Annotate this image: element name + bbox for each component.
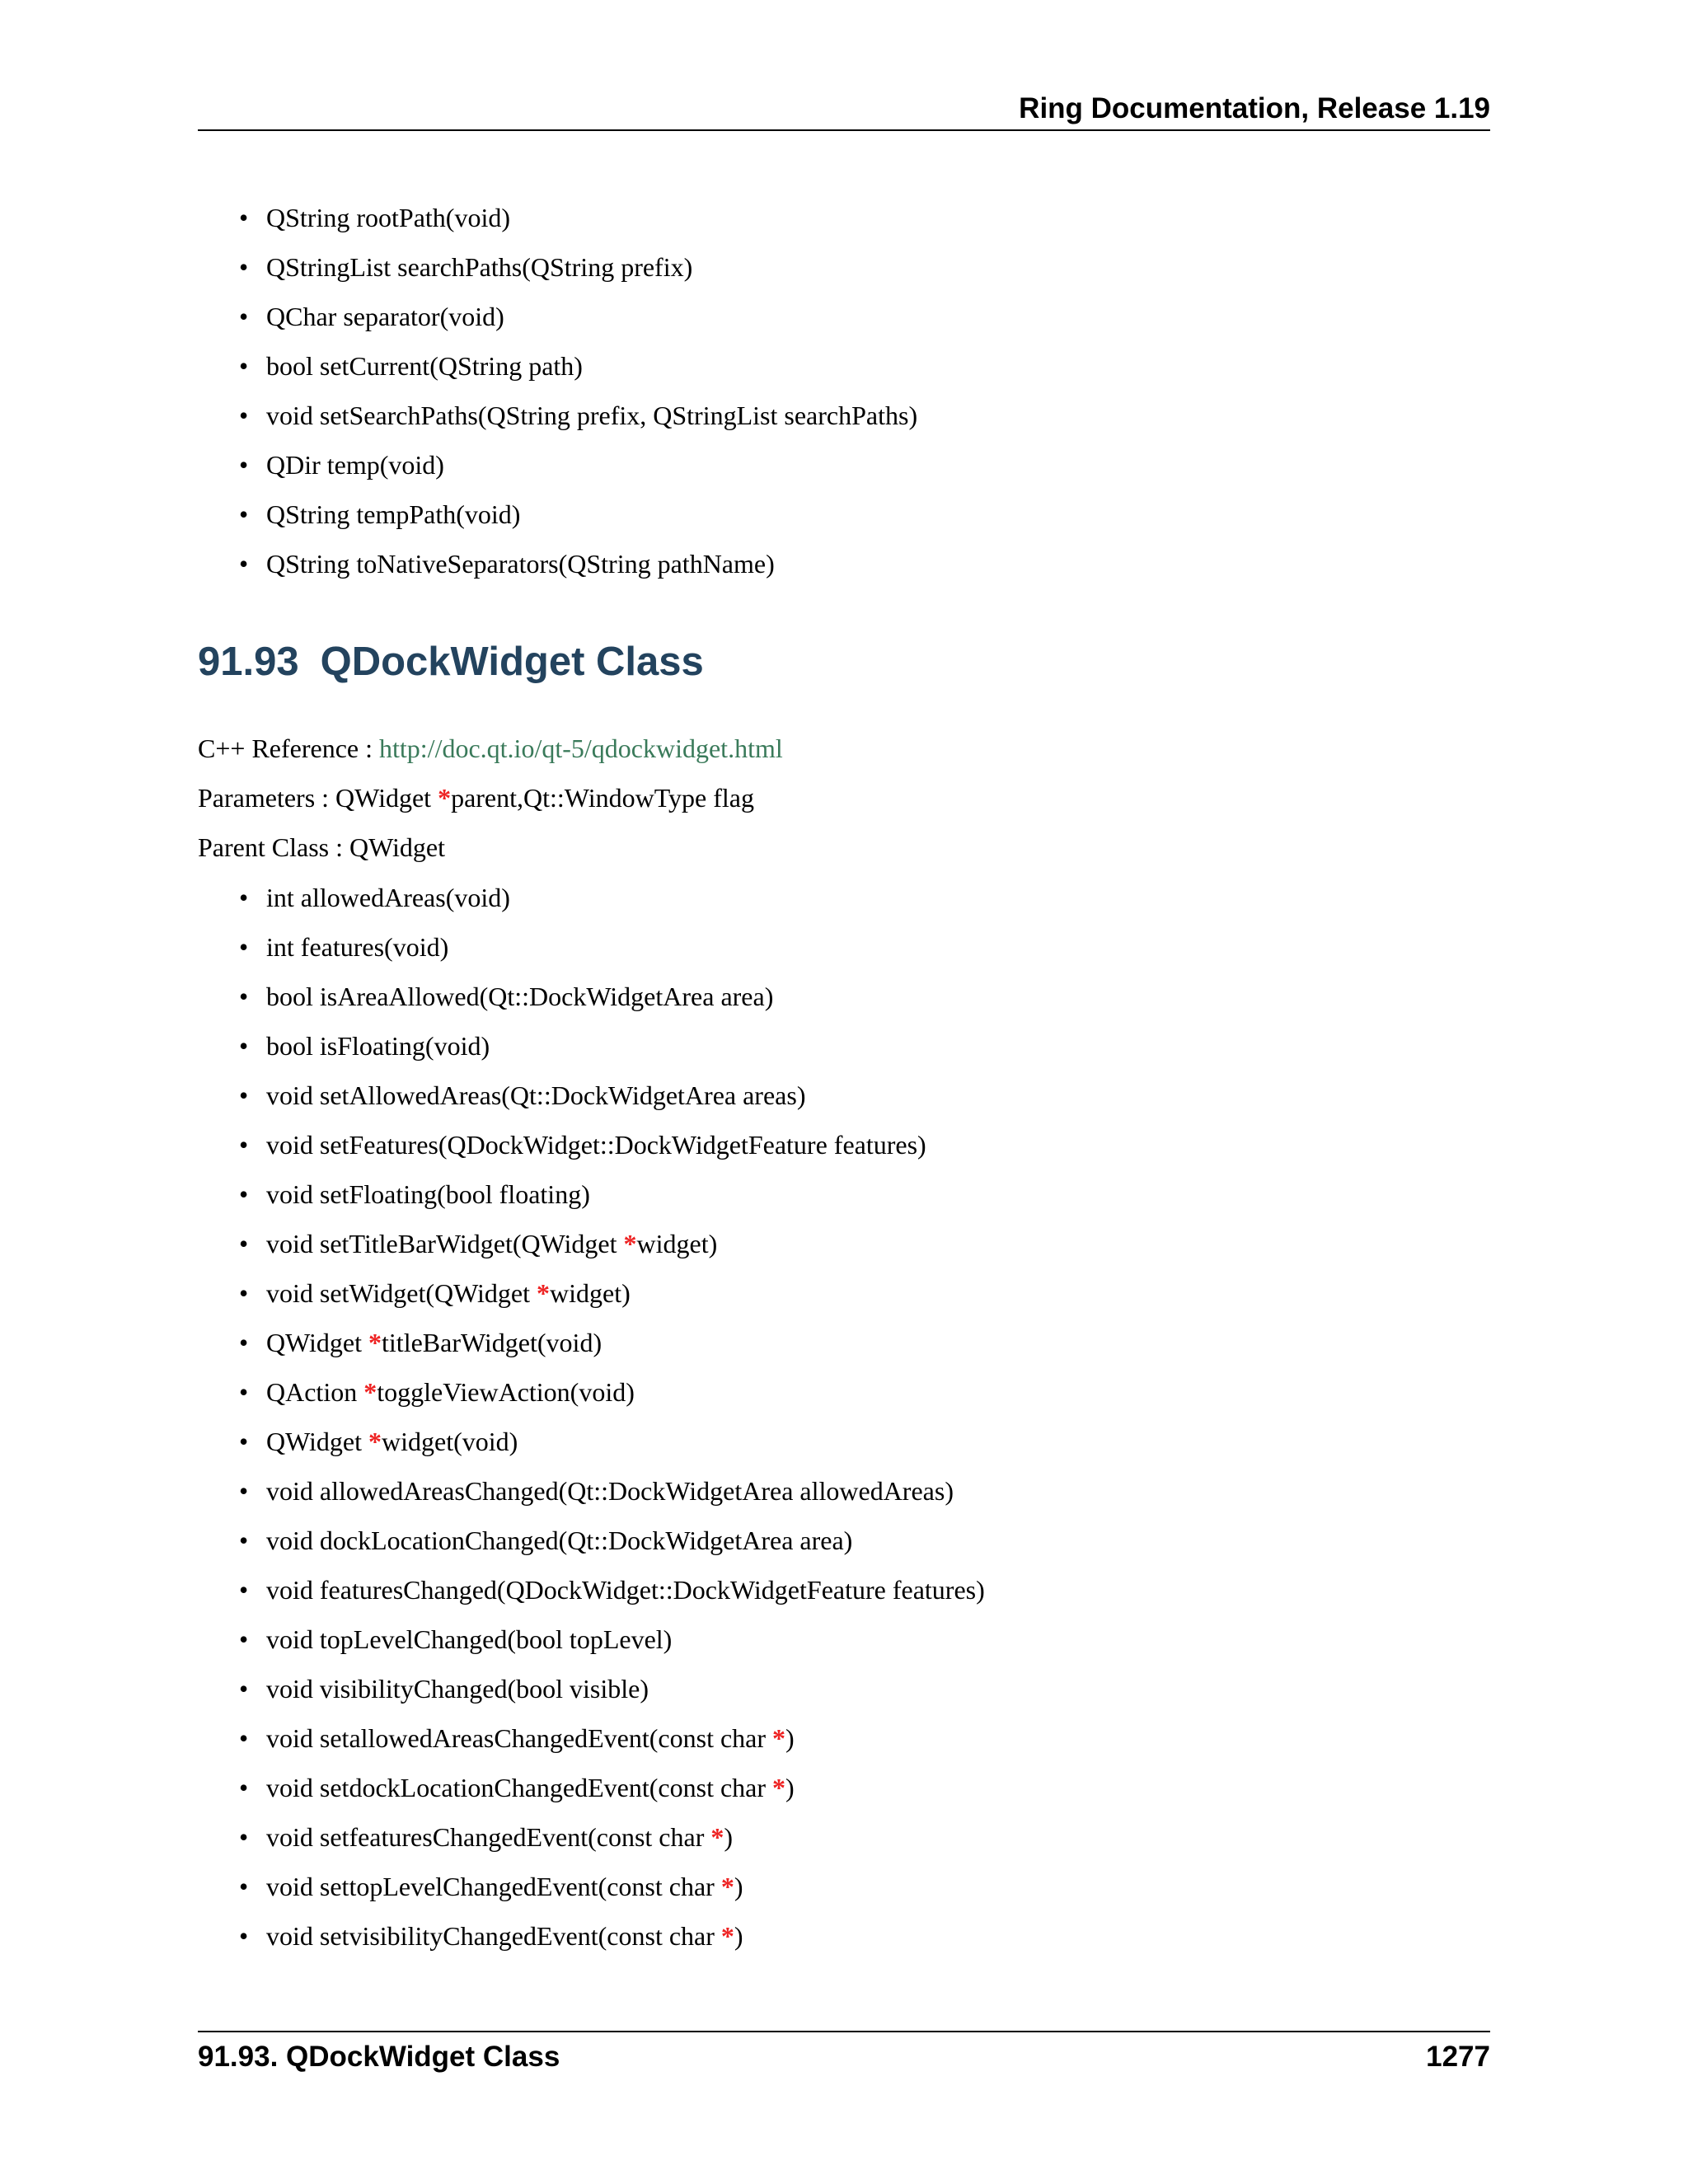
bullet-icon: • xyxy=(239,1921,249,1951)
running-footer xyxy=(198,2037,1490,2077)
list-item xyxy=(239,1077,985,1127)
section-title: QDockWidget Class xyxy=(320,640,704,684)
list-item xyxy=(239,397,917,447)
method-signature: void setFloating(bool floating) xyxy=(266,1179,590,1209)
method-signature-end: ) xyxy=(734,1872,743,1901)
list-item xyxy=(239,249,917,298)
parameters-type: QWidget xyxy=(335,783,432,813)
method-signature-start: QWidget xyxy=(266,1427,369,1456)
bullet-icon: • xyxy=(239,1624,249,1654)
method-signature: int features(void) xyxy=(266,932,449,962)
method-signature-start: QWidget xyxy=(266,1328,369,1357)
method-signature: bool isAreaAllowed(Qt::DockWidgetArea area) xyxy=(266,982,774,1011)
list-item xyxy=(239,1473,985,1522)
method-signature-start: void setallowedAreasChangedEvent(const char xyxy=(266,1723,773,1753)
list-item xyxy=(239,1522,985,1572)
bullet-icon: • xyxy=(239,1822,249,1852)
list-item xyxy=(239,1868,985,1918)
list-item xyxy=(239,546,917,595)
bullet-icon: • xyxy=(239,1427,249,1456)
list-item xyxy=(239,496,917,546)
parent-class-label: Parent Class : xyxy=(198,832,343,862)
method-signature: QString tempPath(void) xyxy=(266,499,521,529)
method-signature-end: widget) xyxy=(636,1229,718,1258)
header-rule xyxy=(198,129,1490,131)
list-item xyxy=(239,1127,985,1176)
section-number: 91.93 xyxy=(198,640,299,684)
list-item xyxy=(239,1226,985,1275)
method-signature-start: QAction xyxy=(266,1377,364,1407)
method-signature-end: widget(void) xyxy=(382,1427,518,1456)
method-signature: QStringList searchPaths(QString prefix) xyxy=(266,252,693,282)
list-item xyxy=(239,298,917,348)
pointer-star: * xyxy=(368,1328,382,1357)
bullet-icon: • xyxy=(239,499,249,529)
pointer-star: * xyxy=(623,1229,637,1258)
list-item xyxy=(239,1028,985,1077)
method-signature: QString rootPath(void) xyxy=(266,203,510,232)
list-item xyxy=(239,879,985,929)
cpp-reference-line xyxy=(198,730,783,766)
bullet-icon: • xyxy=(239,401,249,430)
method-signature: int allowedAreas(void) xyxy=(266,883,510,912)
method-signature-start: void setWidget(QWidget xyxy=(266,1278,537,1308)
method-signature-start: void setvisibilityChangedEvent(const char xyxy=(266,1921,721,1951)
footer-rule xyxy=(198,2031,1490,2032)
bullet-icon: • xyxy=(239,883,249,912)
method-signature-end: widget) xyxy=(550,1278,631,1308)
bullet-icon: • xyxy=(239,1723,249,1753)
bullet-icon: • xyxy=(239,1229,249,1258)
list-item xyxy=(239,1671,985,1720)
list-item xyxy=(239,1324,985,1374)
bullet-icon: • xyxy=(239,351,249,381)
pointer-star: * xyxy=(537,1278,551,1308)
method-signature: bool setCurrent(QString path) xyxy=(266,351,583,381)
bullet-icon: • xyxy=(239,1575,249,1605)
method-signature: void dockLocationChanged(Qt::DockWidgetArea area) xyxy=(266,1526,853,1555)
qdockwidget-method-list xyxy=(239,879,985,1967)
method-signature-end: ) xyxy=(785,1723,795,1753)
list-item xyxy=(239,1769,985,1819)
parameters-rest: parent,Qt::WindowType flag xyxy=(451,783,754,813)
list-item xyxy=(239,1275,985,1324)
list-item xyxy=(239,348,917,397)
method-signature-end: ) xyxy=(724,1822,734,1852)
method-signature-end: ) xyxy=(734,1921,743,1951)
pointer-star: * xyxy=(720,1872,734,1901)
bullet-icon: • xyxy=(239,1278,249,1308)
method-signature: QString toNativeSeparators(QString pathName) xyxy=(266,549,775,579)
parameters-label: Parameters : xyxy=(198,783,330,813)
bullet-icon: • xyxy=(239,252,249,282)
section-heading xyxy=(198,635,704,689)
method-signature: void featuresChanged(QDockWidget::DockWidgetFeature features) xyxy=(266,1575,985,1605)
bullet-icon: • xyxy=(239,1773,249,1802)
bullet-icon: • xyxy=(239,982,249,1011)
list-item xyxy=(239,1720,985,1769)
method-signature-end: titleBarWidget(void) xyxy=(382,1328,603,1357)
list-item xyxy=(239,1621,985,1671)
bullet-icon: • xyxy=(239,1080,249,1110)
bullet-icon: • xyxy=(239,932,249,962)
running-header: Ring Documentation, Release 1.19 xyxy=(1019,92,1490,124)
list-item xyxy=(239,199,917,249)
method-signature: void visibilityChanged(bool visible) xyxy=(266,1674,649,1704)
method-signature: bool isFloating(void) xyxy=(266,1031,490,1061)
bullet-icon: • xyxy=(239,1476,249,1506)
bullet-icon: • xyxy=(239,1328,249,1357)
list-item xyxy=(239,447,917,496)
bullet-icon: • xyxy=(239,1031,249,1061)
bullet-icon: • xyxy=(239,1526,249,1555)
method-signature-start: void setfeaturesChangedEvent(const char xyxy=(266,1822,711,1852)
bullet-icon: • xyxy=(239,1130,249,1160)
previous-class-method-list xyxy=(239,199,917,595)
method-signature-start: void setTitleBarWidget(QWidget xyxy=(266,1229,624,1258)
method-signature: void setFeatures(QDockWidget::DockWidgetFeature features) xyxy=(266,1130,926,1160)
list-item xyxy=(239,1918,985,1967)
list-item xyxy=(239,1572,985,1621)
list-item xyxy=(239,1176,985,1226)
bullet-icon: • xyxy=(239,1872,249,1901)
bullet-icon: • xyxy=(239,549,249,579)
bullet-icon: • xyxy=(239,1179,249,1209)
list-item xyxy=(239,978,985,1028)
bullet-icon: • xyxy=(239,450,249,480)
footer-section-title: 91.93. QDockWidget Class xyxy=(198,2041,560,2073)
method-signature-end: ) xyxy=(785,1773,795,1802)
method-signature: QDir temp(void) xyxy=(266,450,444,480)
pointer-star: * xyxy=(438,783,452,813)
list-item xyxy=(239,1374,985,1423)
bullet-icon: • xyxy=(239,203,249,232)
parent-class-value: QWidget xyxy=(349,832,445,862)
pointer-star: * xyxy=(720,1921,734,1951)
bullet-icon: • xyxy=(239,1377,249,1407)
method-signature-start: void setdockLocationChangedEvent(const char xyxy=(266,1773,773,1802)
list-item xyxy=(239,1423,985,1473)
pointer-star: * xyxy=(710,1822,724,1852)
pointer-star: * xyxy=(363,1377,377,1407)
pointer-star: * xyxy=(772,1723,786,1753)
page-number: 1277 xyxy=(1426,2041,1490,2073)
cpp-reference-label: C++ Reference : xyxy=(198,733,373,763)
method-signature: QChar separator(void) xyxy=(266,302,504,331)
method-signature-start: void settopLevelChangedEvent(const char xyxy=(266,1872,721,1901)
method-signature-end: toggleViewAction(void) xyxy=(377,1377,635,1407)
method-signature: void allowedAreasChanged(Qt::DockWidgetArea allowedAreas) xyxy=(266,1476,954,1506)
list-item xyxy=(239,929,985,978)
pointer-star: * xyxy=(368,1427,382,1456)
parameters-line xyxy=(198,780,754,816)
method-signature: void setAllowedAreas(Qt::DockWidgetArea areas) xyxy=(266,1080,806,1110)
bullet-icon: • xyxy=(239,302,249,331)
pointer-star: * xyxy=(772,1773,786,1802)
list-item xyxy=(239,1819,985,1868)
parent-class-line xyxy=(198,829,445,865)
cpp-reference-link[interactable]: http://doc.qt.io/qt-5/qdockwidget.html xyxy=(379,733,783,763)
method-signature: void setSearchPaths(QString prefix, QStringList searchPaths) xyxy=(266,401,918,430)
method-signature: void topLevelChanged(bool topLevel) xyxy=(266,1624,673,1654)
bullet-icon: • xyxy=(239,1674,249,1704)
